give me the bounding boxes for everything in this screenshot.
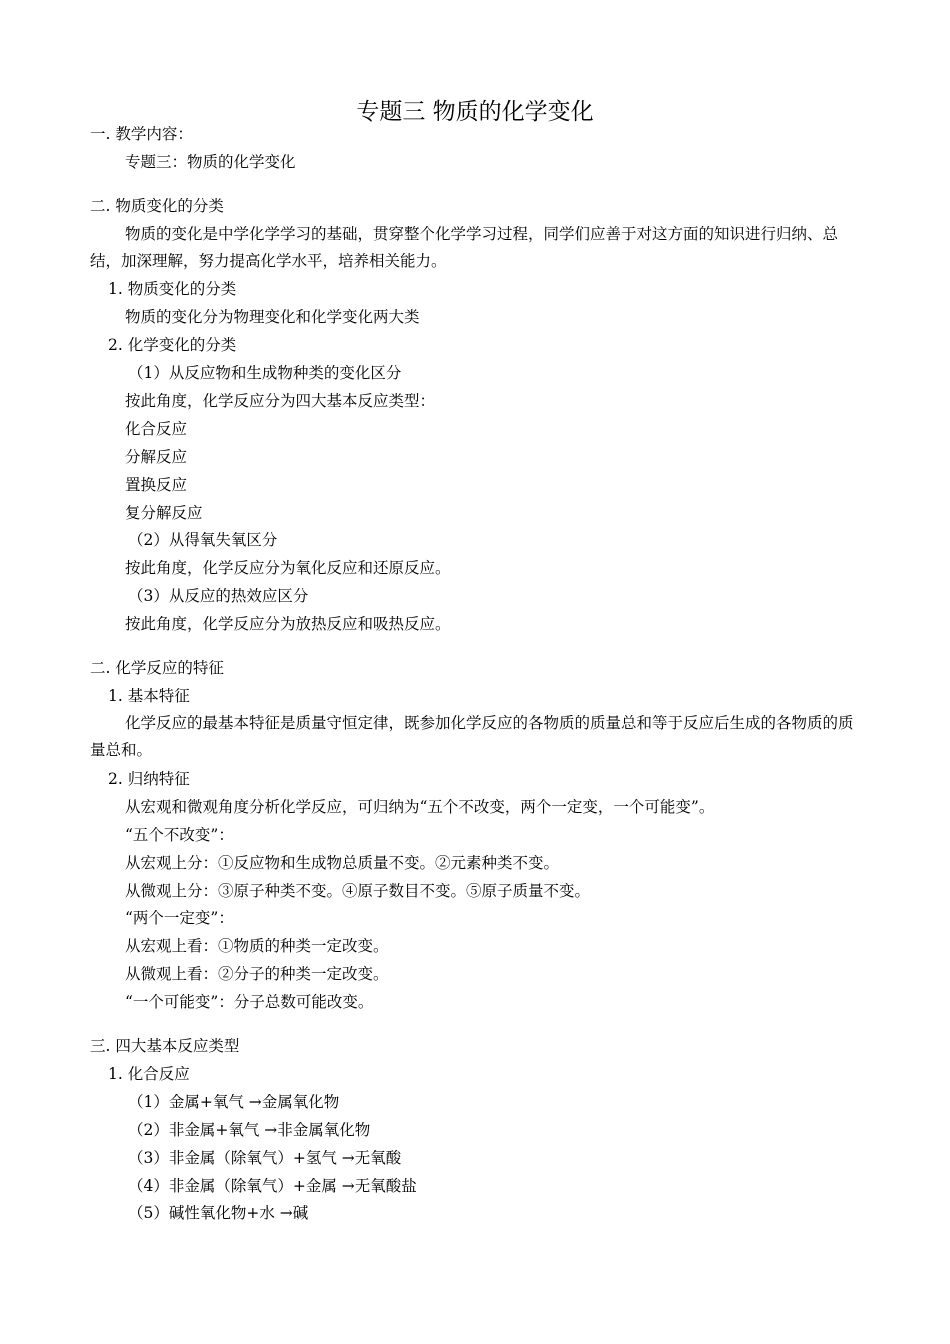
reaction-line: （4）非金属（除氧气）+金属 →无氧酸盐 bbox=[128, 1177, 417, 1195]
subsection-heading: 1. 基本特征 bbox=[108, 687, 190, 705]
body-line: 分解反应 bbox=[125, 448, 188, 466]
subsection-heading: 2. 化学变化的分类 bbox=[108, 336, 237, 354]
body-line: 从宏观和微观角度分析化学反应，可归纳为“五个不改变，两个一定变，一个可能变”。 bbox=[125, 798, 715, 816]
subsection-heading: 1. 化合反应 bbox=[108, 1065, 190, 1083]
body-line: 从宏观上分：①反应物和生成物总质量不变。②元素种类不变。 bbox=[125, 854, 560, 872]
body-line: 按此角度，化学反应分为四大基本反应类型： bbox=[125, 392, 436, 410]
section-heading: 二. 物质变化的分类 bbox=[90, 197, 224, 215]
body-line: 化合反应 bbox=[125, 420, 188, 438]
body-line: 按此角度，化学反应分为放热反应和吸热反应。 bbox=[125, 615, 451, 633]
reaction-line: （5）碱性氧化物+水 →碱 bbox=[128, 1204, 309, 1222]
reaction-line: （1）金属+氧气 →金属氧化物 bbox=[128, 1093, 340, 1111]
body-line: “两个一定变”： bbox=[125, 909, 234, 927]
body-line: 按此角度，化学反应分为氧化反应和还原反应。 bbox=[125, 559, 451, 577]
subsection-heading: 2. 归纳特征 bbox=[108, 770, 190, 788]
section-heading: 二. 化学反应的特征 bbox=[90, 659, 224, 677]
section-heading: 一. 教学内容： bbox=[90, 125, 193, 143]
body-line: 物质的变化分为物理变化和化学变化两大类 bbox=[125, 308, 420, 326]
body-line: 专题三：物质的化学变化 bbox=[125, 153, 296, 171]
reaction-line: （2）非金属+氧气 →非金属氧化物 bbox=[128, 1121, 371, 1139]
document-title: 专题三 物质的化学变化 bbox=[356, 99, 594, 125]
body-line: 从宏观上看：①物质的种类一定改变。 bbox=[125, 937, 389, 955]
body-line: （1）从反应物和生成物种类的变化区分 bbox=[128, 364, 402, 382]
body-line: “一个可能变”：分子总数可能改变。 bbox=[125, 993, 374, 1011]
body-line: 从微观上看：②分子的种类一定改变。 bbox=[125, 965, 389, 983]
body-line: （3）从反应的热效应区分 bbox=[128, 587, 309, 605]
body-line: 复分解反应 bbox=[125, 504, 203, 522]
subsection-heading: 1. 物质变化的分类 bbox=[108, 280, 237, 298]
reaction-line: （3）非金属（除氧气）+氢气 →无氧酸 bbox=[128, 1149, 402, 1167]
section-heading: 三. 四大基本反应类型 bbox=[90, 1037, 240, 1055]
paragraph: 物质的变化是中学化学学习的基础，贯穿整个化学学习过程，同学们应善于对这方面的知识进行归纳、总结，加深理解，努力提高化学水平，培养相关能力。 bbox=[90, 225, 839, 270]
body-line: “五个不改变”： bbox=[125, 826, 234, 844]
body-line: （2）从得氧失氧区分 bbox=[128, 531, 278, 549]
paragraph: 化学反应的最基本特征是质量守恒定律，既参加化学反应的各物质的质量总和等于反应后生成的各物质的质量总和。 bbox=[90, 714, 854, 759]
body-line: 置换反应 bbox=[125, 476, 188, 494]
body-line: 从微观上分：③原子种类不变。④原子数目不变。⑤原子质量不变。 bbox=[125, 882, 591, 900]
